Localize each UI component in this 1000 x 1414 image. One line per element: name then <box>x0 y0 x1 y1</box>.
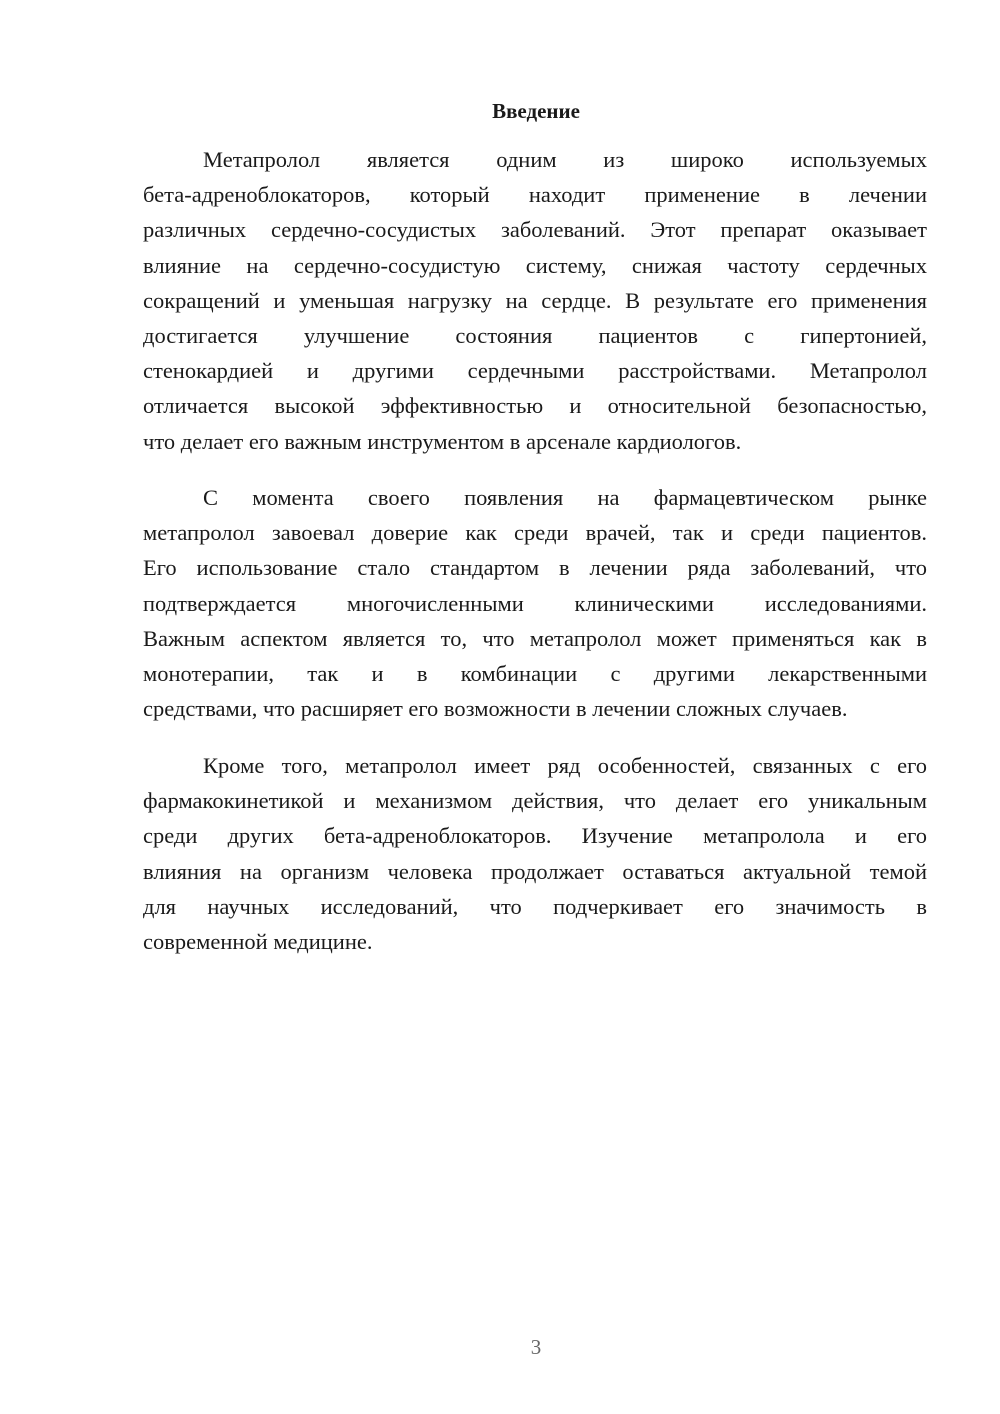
text-line: Кроме того, метапролол имеет ряд особенностей, связанных с его <box>203 753 927 778</box>
paragraph-1 <box>143 142 927 459</box>
text-line: влияния на организм человека продолжает оставаться актуальной темой <box>143 858 927 884</box>
text-line: стенокардией и другими сердечными расстройствами. Метапролол <box>143 358 927 384</box>
section-heading: Введение <box>492 99 580 123</box>
text-line: фармакокинетикой и механизмом действия, что делает его уникальным <box>143 788 927 814</box>
text-line: для научных исследований, что подчеркивает его значимость в <box>143 893 927 919</box>
page-number: 3 <box>530 1335 542 1359</box>
text-line: достигается улучшение состояния пациентов с гипертонией, <box>143 322 927 348</box>
text-line: что делает его важным инструментом в арсенале кардиологов. <box>143 428 742 454</box>
text-line: Его использование стало стандартом в лечении ряда заболеваний, что <box>143 555 927 581</box>
paragraph-3 <box>143 748 927 959</box>
text-line: Важным аспектом является то, что метапролол может применяться как в <box>143 625 927 651</box>
text-line: монотерапии, так и в комбинации с другими лекарственными <box>143 660 927 686</box>
text-line: сокращений и уменьшая нагрузку на сердце. В результате его применения <box>143 287 927 313</box>
text-line: метапролол завоевал доверие как среди врачей, так и среди пациентов. <box>143 520 927 546</box>
text-line: бета-адреноблокаторов, который находит применение в лечении <box>143 182 927 208</box>
paragraph-2 <box>143 480 927 726</box>
text-line: различных сердечно-сосудистых заболеваний. Этот препарат оказывает <box>143 217 927 243</box>
text-line: современной медицине. <box>143 928 373 954</box>
text-line: С момента своего появления на фармацевтическом рынке <box>203 485 927 510</box>
text-line: среди других бета-адреноблокаторов. Изучение метапролола и его <box>143 823 927 849</box>
text-line: средствами, что расширяет его возможности в лечении сложных случаев. <box>143 696 848 722</box>
text-line: влияние на сердечно-сосудистую систему, снижая частоту сердечных <box>143 252 927 278</box>
text-line: отличается высокой эффективностью и относительной безопасностью, <box>143 393 927 419</box>
text-line: подтверждается многочисленными клиническими исследованиями. <box>143 590 927 616</box>
text-line: Метапролол является одним из широко используемых <box>203 147 927 172</box>
